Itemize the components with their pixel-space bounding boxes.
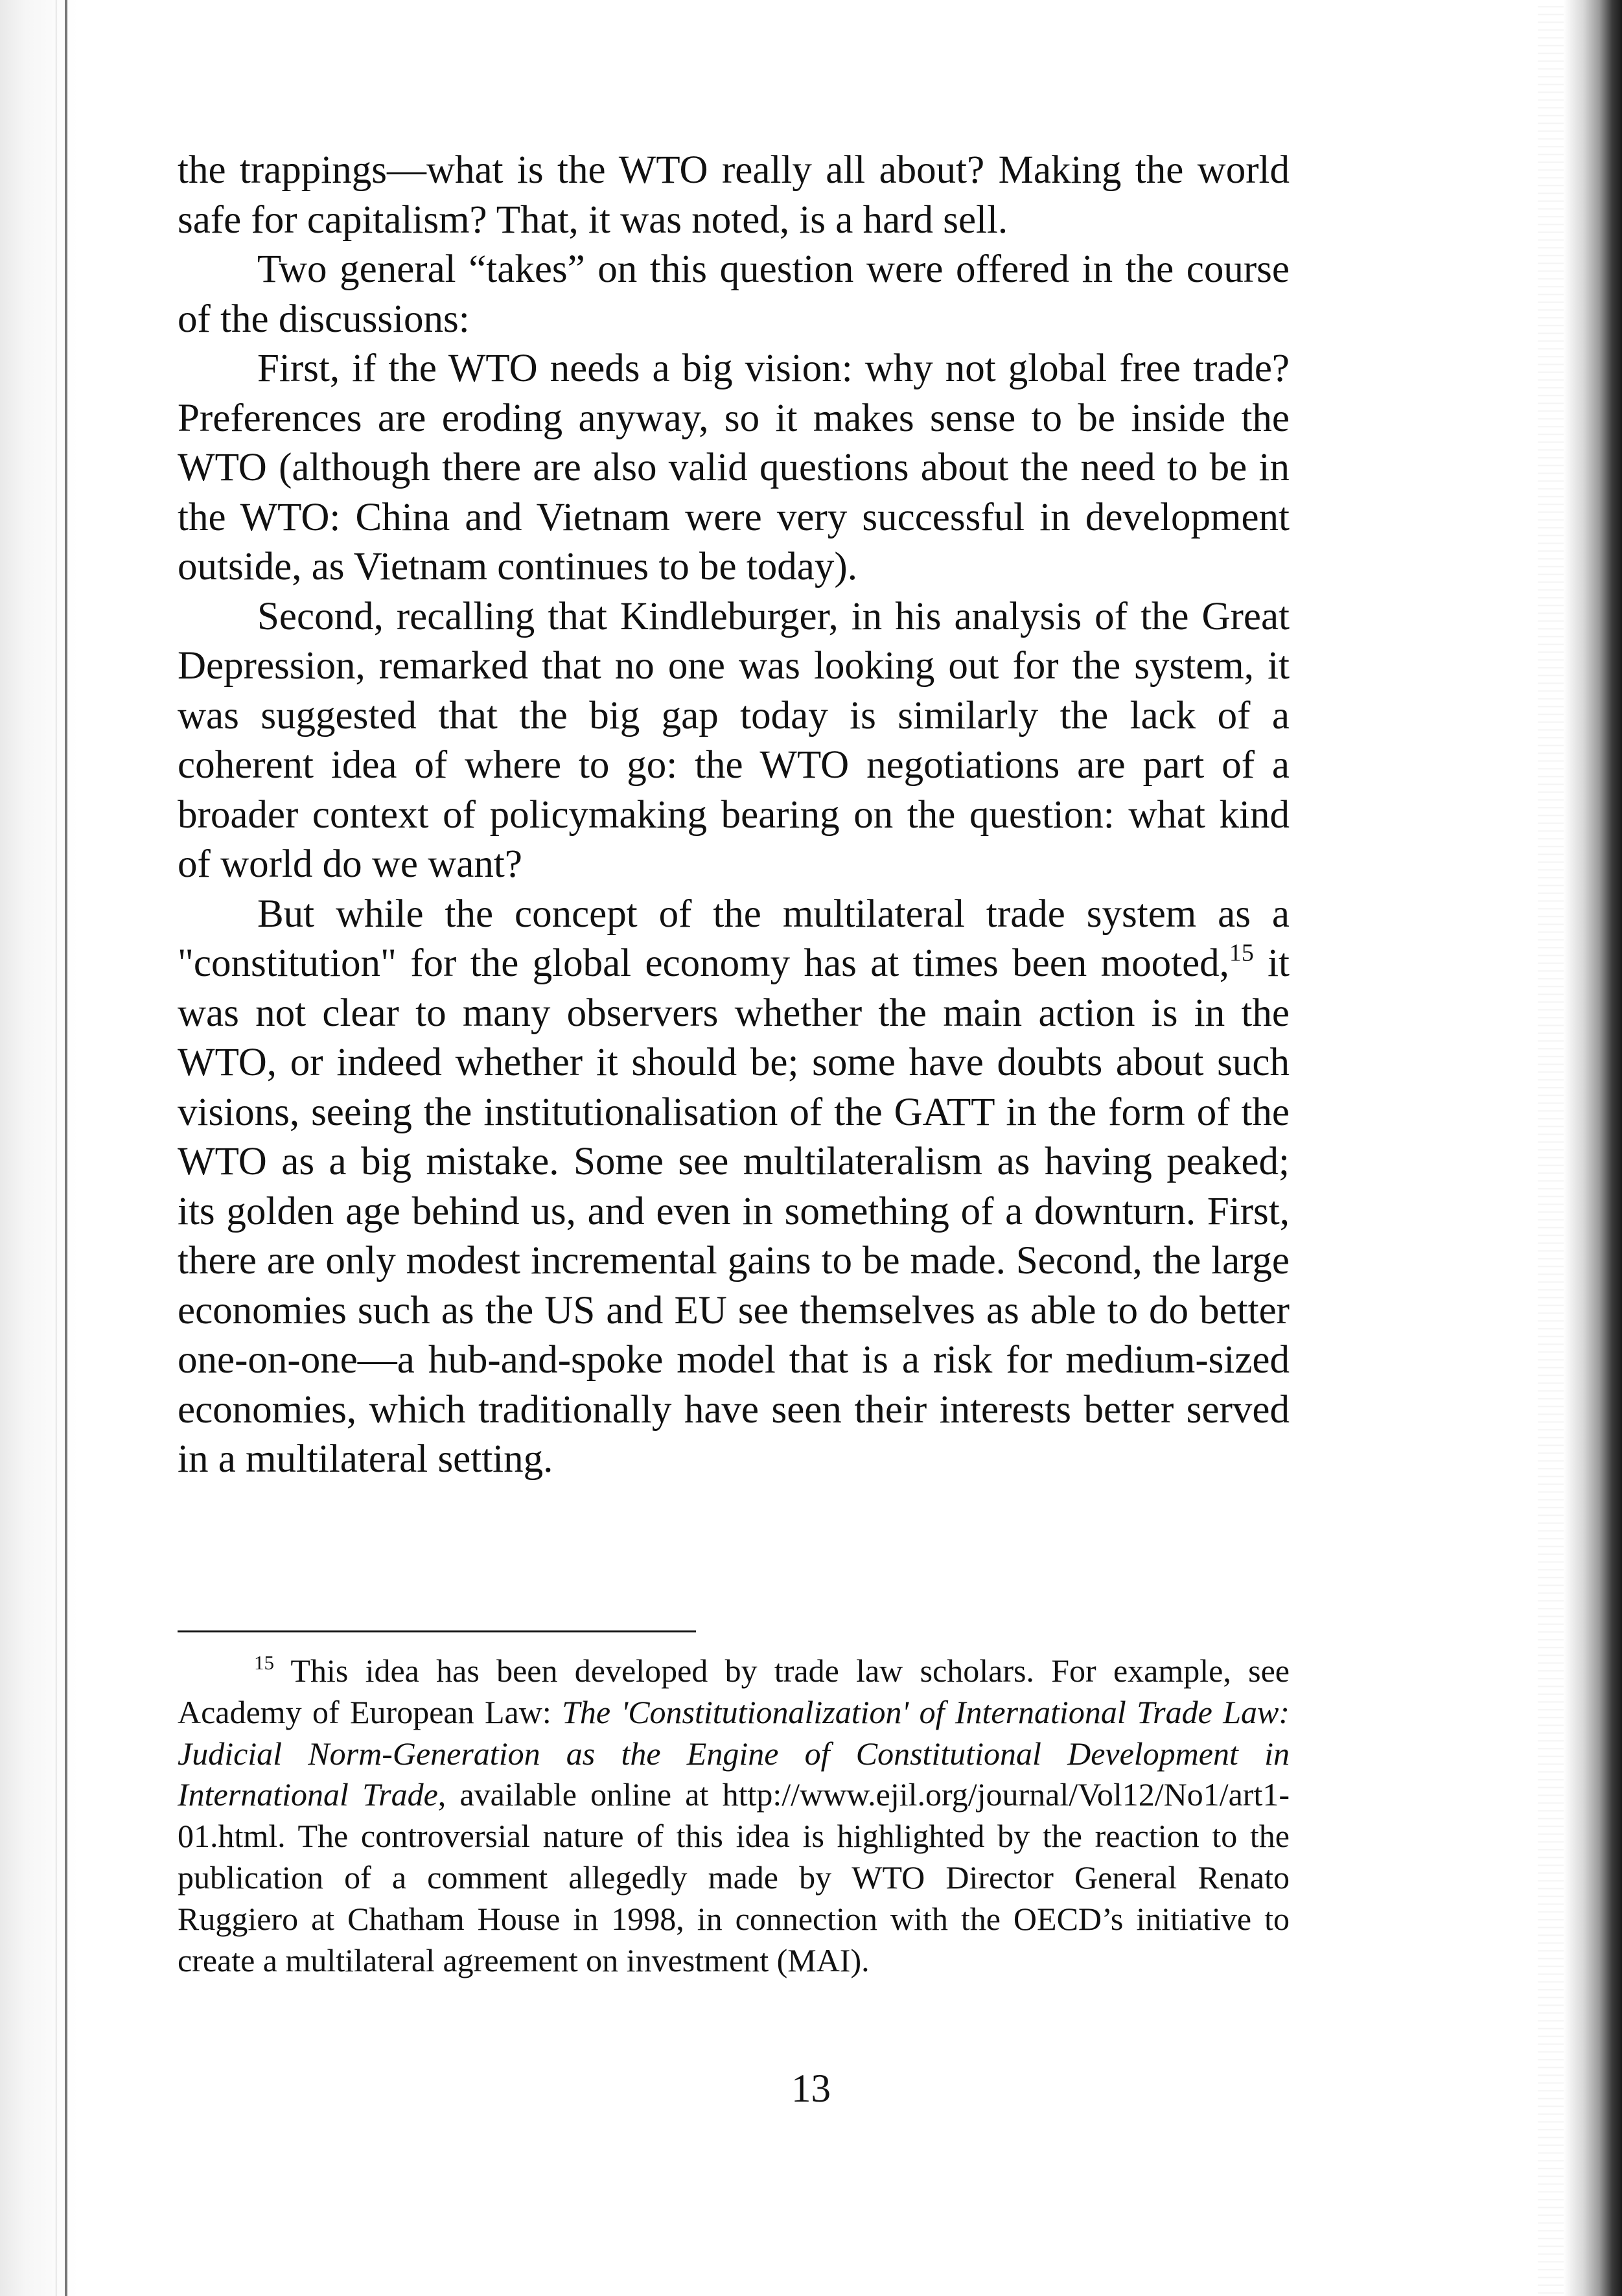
footnote-text-part-2: , available online at http://www.ejil.org/journal/Vol12/No1/art1-01.html. The controversial nature of this idea is highlighted by the reaction to the publication of a comment allegedly made by WTO Director General Renato Ruggiero at Chatham House in 1998, in connection with the OECD’s initiative to create a multilateral agreement on investment (MAI). bbox=[178, 1776, 1290, 1978]
footnote-text-part-1: This idea has been developed by trade law scholars. For example, see Academy of European Law: bbox=[178, 1652, 1290, 1730]
scan-right-speckle bbox=[1538, 0, 1564, 2296]
paragraph-5-part-1: But while the concept of the multilateral trade system as a "constitution" for the global economy has at times been mooted, bbox=[178, 892, 1290, 985]
paragraph-2: Two general “takes” on this question were offered in the course of the discussions: bbox=[178, 248, 1290, 341]
footnote-number: 15 bbox=[254, 1651, 274, 1674]
page-number: 13 bbox=[791, 2067, 831, 2111]
scan-right-page-edge bbox=[1564, 0, 1622, 2296]
footnote-cited-title: The 'Constitutionalization' of International Trade Law: Judicial Norm-Generation as the Engine of Constitutional Development in International Trade bbox=[178, 1693, 1290, 1813]
paragraph-1: the trappings—what is the WTO really all about? Making the world safe for capitalism? That, it was noted, is a hard sell. bbox=[178, 148, 1290, 242]
paragraph-3: First, if the WTO needs a big vision: why not global free trade? Preferences are eroding anyway, so it makes sense to be inside the WTO (although there are also valid questions about the need to be in the WTO: China and Vietnam were very successful in development outside, as Vietnam continues to be today). bbox=[178, 347, 1290, 588]
paragraph-5-part-2: it was not clear to many observers whether the main action is in the WTO, or indeed whether it should be; some have doubts about such visions, seeing the institutionalisation of the GATT in the form of the WTO as a big mistake. Some see multilateralism as having peaked; its golden age behind us, and even in something of a downturn. First, there are only modest incremental gains to be made. Second, the large economies such as the US and EU see themselves as able to do better one-on-one—a hub-and-spoke model that is a risk for medium-sized economies, which traditionally have seen their interests better served in a multilateral setting. bbox=[178, 942, 1290, 1481]
body-text bbox=[178, 146, 1290, 1485]
scan-gutter-line bbox=[65, 0, 67, 2296]
paragraph-4: Second, recalling that Kindleburger, in his analysis of the Great Depression, remarked that no one was looking out for the system, it was suggested that the big gap today is similarly the lack of a coherent idea of where to go: the WTO negotiations are part of a broader context of policymaking bearing on the question: what kind of world do we want? bbox=[178, 594, 1290, 886]
paragraph-5 bbox=[178, 890, 1290, 1485]
footnote-separator bbox=[178, 1630, 696, 1632]
footnote-reference[interactable]: 15 bbox=[1229, 939, 1254, 967]
footnote-15 bbox=[178, 1651, 1290, 1981]
